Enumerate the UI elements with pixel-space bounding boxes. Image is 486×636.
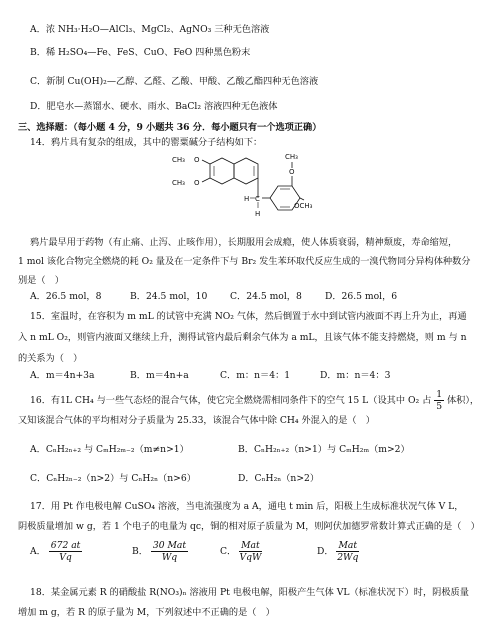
q14-option-a: A．26.5 mol，8 [30, 291, 102, 302]
q17-line-2: 阴极质量增加 w g，若 1 个电子的电量为 qc，铜的相对原子质量为 M，则阿伏加德罗常数计算式正确的是（ ） [18, 521, 480, 532]
prev-option-c: C．新制 Cu(OH)₂—乙醇、乙醛、乙酸、甲酸、乙酸乙酯四种无色溶液 [30, 76, 319, 87]
q18-line-2: 增加 m g，若 R 的原子量为 M，下列叙述中不正确的是（ ） [18, 607, 275, 618]
q17-option-b [132, 540, 188, 563]
q14-option-d: D．26.5 mol，6 [325, 291, 398, 302]
q16-line-1-end: 体积）， [446, 395, 480, 406]
q16-option-d: D．CₙH₂ₙ（n>2） [238, 473, 320, 484]
q17-c-num: Mat [241, 540, 260, 551]
q17-option-c [220, 540, 262, 563]
mol-label-c: C [255, 195, 260, 203]
mol-label-ch3-a: CH₃ [172, 156, 185, 164]
mol-label-o-a: O [194, 156, 200, 164]
q15-line-1: 15．室温时，在容积为 m mL 的试管中充满 NO₂ 气体，然后倒置于水中到试管内液面不再上升为止，再通 [30, 311, 467, 322]
prev-option-b: B．稀 H₂SO₄—Fe、FeS、CuO、FeO 四种黑色粉末 [30, 47, 251, 58]
mol-label-ch3-top: CH₃ [285, 153, 298, 161]
q17-option-a-label: A． [30, 546, 46, 557]
q16-frac-den: 5 [436, 401, 443, 412]
q16-fraction [434, 389, 444, 412]
q16-option-b: B．CₙH₂ₙ₊₂（n>1）与 CₘH₂ₘ（m>2） [238, 444, 410, 455]
q16-option-a: A．CₙH₂ₙ₊₂ 与 CₘH₂ₘ₋₂（m≠n>1） [30, 444, 189, 455]
q15-option-b: B．m＝4n+a [130, 370, 189, 381]
mol-label-ch3-b: CH₃ [172, 179, 185, 187]
q15-option-c: C．m：n＝4：1 [220, 370, 291, 381]
q14-option-b: B．24.5 mol，10 [130, 291, 208, 302]
mol-label-och3: OCH₃ [294, 202, 313, 210]
q17-c-den: VqW [239, 552, 262, 563]
q17-option-a-fraction [49, 540, 83, 563]
q17-option-d-fraction [336, 540, 359, 563]
q17-option-b-label: B． [132, 546, 148, 557]
q17-b-den: Wq [161, 552, 178, 563]
q14-body-1: 鸦片最早用于药物（有止痛、止泻、止咳作用），长期服用会成瘾，使人体质衰弱，精神颓废，寿命缩短， [30, 237, 458, 248]
prev-option-d: D．肥皂水—蒸馏水、硬水、雨水、BaCl₂ 溶液四种无色液体 [30, 101, 278, 112]
q17-d-den: 2Wq [337, 552, 359, 563]
mol-label-o-b: O [194, 179, 200, 187]
q17-option-b-fraction [151, 540, 188, 563]
q17-line-1: 17．用 Pt 作电极电解 CuSO₄ 溶液，当电流强度为 a A，通电 t min 后，阳极上生成标准状况气体 V L， [30, 501, 464, 512]
q17-option-d [317, 540, 359, 563]
q17-b-num: 30 Mat [152, 540, 187, 551]
papaverine-structure [170, 150, 320, 222]
prev-option-a: A．浓 NH₃·H₂O—AlCl₃、MgCl₂、AgNO₃ 三种无色溶液 [30, 24, 270, 35]
q15-line-2: 入 n mL O₂，则管内液面又继续上升，测得试管内最后剩余气体为 a mL，且该气体不能支持燃烧，则 m 与 n [18, 332, 467, 343]
mol-label-h-bottom: H [255, 210, 261, 218]
q16-line-2: 又知该混合气体的平均相对分子质量为 25.33，该混合气体中除 CH₄ 外混入的是（ ） [18, 415, 375, 426]
q16-line-1 [30, 389, 479, 412]
q15-line-3: 的关系为（ ） [18, 353, 83, 364]
q14-body-2: 1 mol 该化合物完全燃烧的耗 O₂ 量及在一定条件下与 Br₂ 发生苯环取代反应生成的一溴代物同分异构体种数分 [18, 256, 471, 267]
q17-option-c-label: C． [220, 546, 237, 557]
q17-d-num: Mat [338, 540, 358, 551]
q17-option-a [30, 540, 82, 563]
q14-option-c: C．24.5 mol，8 [230, 291, 302, 302]
q17-option-d-label: D． [317, 546, 334, 557]
q16-line-1-text: 16．有1L CH₄ 与一些气态烃的混合气体，使它完全燃烧需相同条件下的空气 15 L（设其中 O₂ 占 [30, 395, 432, 406]
section-title: 三、选择题：（每小题 4 分，9 小题共 36 分．每小题只有一个选项正确） [18, 122, 322, 133]
q18-line-1: 18．某金属元素 R 的硝酸盐 R(NO₃)ₙ 溶液用 Pt 电极电解，阳极产生气体 VL（标准状况下）时，阴极质量 [30, 587, 469, 598]
q14-body-3: 别是（ ） [18, 275, 64, 286]
mol-label-h-left: H [244, 195, 250, 203]
mol-label-o-top: O [289, 168, 295, 176]
q17-a-den: Vq [59, 552, 72, 563]
q17-option-c-fraction [239, 540, 262, 563]
q16-frac-num: 1 [436, 389, 443, 400]
q14-stem: 14．鸦片具有复杂的组成，其中的罂粟碱分子结构如下： [30, 137, 263, 148]
q16-option-c: C．CₙH₂ₙ₋₂（n>2）与 CₙH₂ₙ（n>6） [30, 473, 196, 484]
q17-a-num: 672 at [50, 540, 81, 551]
q15-option-a: A．m＝4n+3a [30, 370, 95, 381]
q15-option-d: D．m：n＝4：3 [320, 370, 391, 381]
